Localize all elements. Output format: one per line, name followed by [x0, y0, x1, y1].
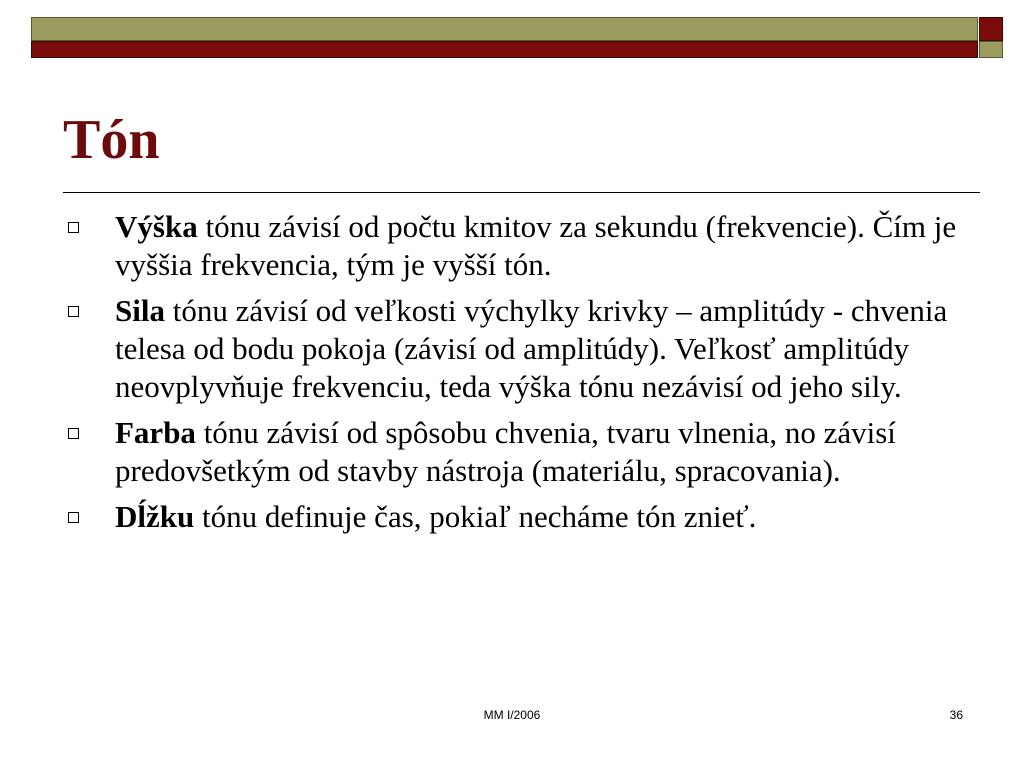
header-maroon-square [979, 17, 1003, 41]
item-term: Sila [115, 293, 165, 328]
item-text: tónu závisí od spôsobu chvenia, tvaru vlnenia, no závisí predovšetkým od stavby nástroja (materiálu, spracovania). [115, 415, 896, 488]
footer-label: MM I/2006 [483, 708, 541, 722]
header-olive-square [979, 41, 1003, 58]
square-bullet-icon [68, 512, 79, 523]
square-bullet-icon [68, 428, 79, 439]
list-item [60, 414, 960, 490]
slide-title: Tón [63, 109, 160, 171]
item-term: Dĺžku [115, 499, 195, 534]
list-item [60, 498, 960, 536]
item-text: tónu definuje čas, pokiaľ necháme tón znieť. [194, 499, 757, 534]
item-text: tónu závisí od veľkosti výchylky krivky – amplitúdy - chvenia telesa od bodu pokoja (závisí od amplitúdy). Veľkosť amplitúdy neovplyvňuje frekvenciu, teda výška tónu nezávisí od jeho sily. [115, 293, 948, 404]
header-olive-bar [31, 17, 978, 41]
list-item [60, 208, 960, 284]
item-term: Farba [115, 415, 196, 450]
header-maroon-bar [31, 41, 978, 58]
list-item [60, 292, 960, 406]
item-term: Výška [115, 209, 198, 244]
square-bullet-icon [68, 222, 79, 233]
bullet-list [60, 208, 960, 544]
page-number: 36 [949, 708, 963, 722]
square-bullet-icon [68, 306, 79, 317]
item-text: tónu závisí od počtu kmitov za sekundu (frekvencie). Čím je vyššia frekvencia, tým je vyšší tón. [115, 209, 957, 282]
title-divider [63, 192, 980, 193]
